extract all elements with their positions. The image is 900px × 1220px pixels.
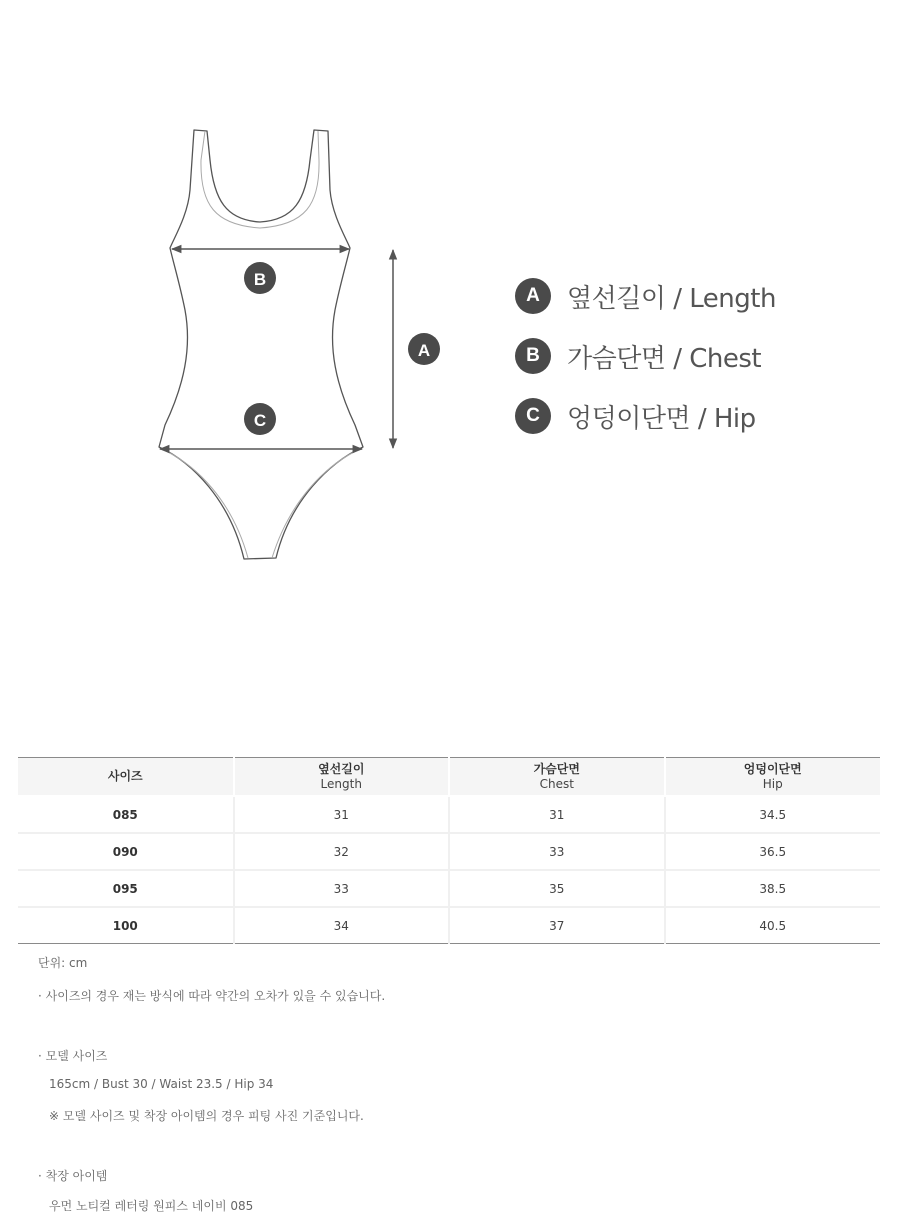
length-value: 33 xyxy=(234,870,450,907)
table-row xyxy=(18,833,880,870)
length-value: 34 xyxy=(234,907,450,944)
size-value: 085 xyxy=(18,796,234,833)
size-value: 095 xyxy=(18,870,234,907)
chest-value: 31 xyxy=(449,796,665,833)
model-size-value: 165cm / Bust 30 / Waist 23.5 / Hip 34 xyxy=(49,1077,274,1091)
model-size-title: · 모델 사이즈 xyxy=(38,1049,108,1063)
table-row xyxy=(18,907,880,944)
header-hip: 엉덩이단면 Hip xyxy=(665,758,881,797)
hip-value: 38.5 xyxy=(665,870,881,907)
worn-item-name: 우먼 노티컬 레터링 원피스 네이비 085 xyxy=(49,1199,254,1213)
legend-badge-c: C xyxy=(515,398,551,434)
measure-note: · 사이즈의 경우 재는 방식에 따라 약간의 오차가 있을 수 있습니다. xyxy=(38,989,386,1003)
table-header-row xyxy=(18,758,880,797)
legend-item-hip xyxy=(515,396,776,436)
legend-badge-b: B xyxy=(515,338,551,374)
header-length: 옆선길이 Length xyxy=(234,758,450,797)
badge-c-letter: C xyxy=(253,411,267,430)
model-size-note: ※ 모델 사이즈 및 착장 아이템의 경우 피팅 사진 기준입니다. xyxy=(49,1109,364,1123)
badge-b-letter: B xyxy=(253,270,267,289)
swimsuit-outline xyxy=(159,130,363,559)
badge-c xyxy=(244,403,276,435)
header-size: 사이즈 xyxy=(18,758,234,797)
table-row xyxy=(18,796,880,833)
legend-label-hip: 엉덩이단면 / Hip xyxy=(567,403,756,434)
table-row xyxy=(18,870,880,907)
length-value: 32 xyxy=(234,833,450,870)
hip-value: 34.5 xyxy=(665,796,881,833)
legend-item-chest xyxy=(515,336,776,376)
badge-a xyxy=(408,333,440,365)
legend-badge-a: A xyxy=(515,278,551,314)
chest-value: 33 xyxy=(449,833,665,870)
size-table xyxy=(18,757,880,944)
legend-label-length: 옆선길이 / Length xyxy=(567,283,776,314)
hip-value: 36.5 xyxy=(665,833,881,870)
size-value: 100 xyxy=(18,907,234,944)
chest-value: 37 xyxy=(449,907,665,944)
legend-item-length xyxy=(515,276,776,316)
chest-value: 35 xyxy=(449,870,665,907)
badge-a-letter: A xyxy=(417,341,431,360)
unit-note: 단위: cm xyxy=(38,956,88,970)
legend-label-chest: 가슴단면 / Chest xyxy=(567,343,762,374)
size-value: 090 xyxy=(18,833,234,870)
measurement-legend xyxy=(515,276,776,456)
worn-item-title: · 착장 아이템 xyxy=(38,1169,108,1183)
length-value: 31 xyxy=(234,796,450,833)
header-chest: 가슴단면 Chest xyxy=(449,758,665,797)
hip-value: 40.5 xyxy=(759,918,787,933)
badge-b xyxy=(244,262,276,294)
